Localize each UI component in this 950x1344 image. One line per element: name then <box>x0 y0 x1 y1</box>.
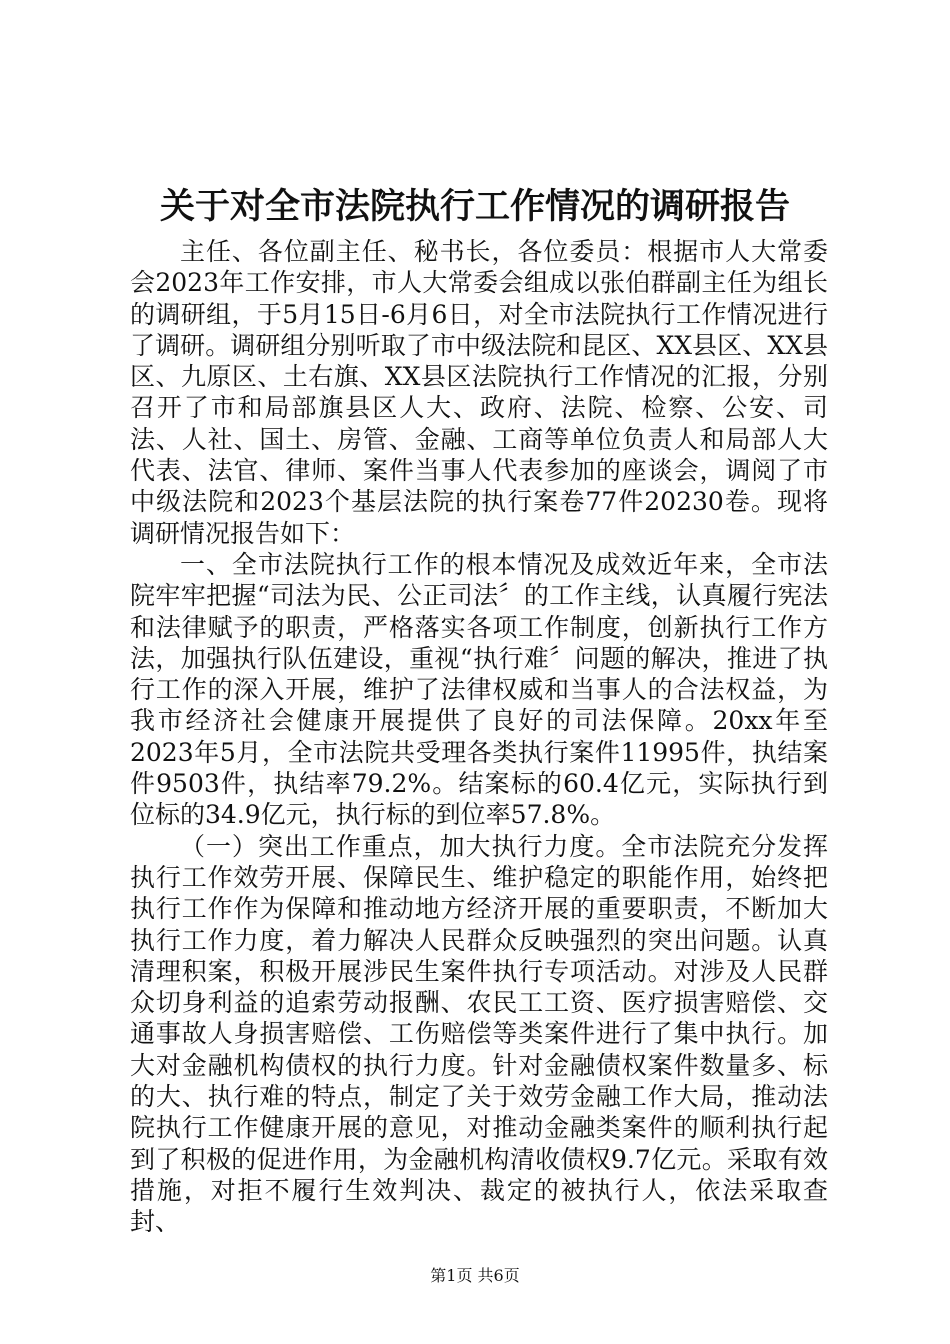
document-body <box>130 236 828 1238</box>
paragraph-subsection-one: （一）突出工作重点，加大执行力度。全市法院充分发挥执行工作效劳开展、保障民生、维护稳定的职能作用，始终把执行工作作为保障和推动地方经济开展的重要职责，不断加大执行工作力度，着力解决人民群众反映强烈的突出问题。认真清理积案，积极开展涉民生案件执行专项活动。对涉及人民群众切身利益的追索劳动报酬、农民工工资、医疗损害赔偿、交通事故人身损害赔偿、工伤赔偿等类案件进行了集中执行。加大对金融机构债权的执行力度。针对金融债权案件数量多、标的大、执行难的特点，制定了关于效劳金融工作大局，推动法院执行工作健康开展的意见，对推动金融类案件的顺利执行起到了积极的促进作用，为金融机构清收债权9.7亿元。采取有效措施，对拒不履行生效判决、裁定的被执行人，依法采取查封、 <box>130 831 828 1237</box>
page-number-footer: 第1页 共6页 <box>430 1266 520 1285</box>
paragraph-section-one: 一、全市法院执行工作的根本情况及成效近年来，全市法院牢牢把握“司法为民、公正司法〞的工作主线，认真履行宪法和法律赋予的职责，严格落实各项工作制度，创新执行工作方法，加强执行队伍建设，重视“执行难〞问题的解决，推进了执行工作的深入开展，维护了法律权威和当事人的合法权益，为我市经济社会健康开展提供了良好的司法保障。20xx年至2023年5月，全市法院共受理各类执行案件11995件，执结案件9503件，执结率79.2%。结案标的60.4亿元，实际执行到位标的34.9亿元，执行标的到位率57.8%。 <box>130 549 828 830</box>
paragraph-intro: 主任、各位副主任、秘书长，各位委员：根据市人大常委会2023年工作安排，市人大常委会组成以张伯群副主任为组长的调研组，于5月15日-6月6日，对全市法院执行工作情况进行了调研。调研组分别听取了市中级法院和昆区、XX县区、XX县区、九原区、土右旗、XX县区法院执行工作情况的汇报，分别召开了市和局部旗县区人大、政府、法院、检察、公安、司法、人社、国土、房管、金融、工商等单位负责人和局部人大代表、法官、律师、案件当事人代表参加的座谈会，调阅了市中级法院和2023个基层法院的执行案卷77件20230卷。现将调研情况报告如下： <box>130 237 828 548</box>
document-title: 关于对全市法院执行工作情况的调研报告 <box>159 186 790 227</box>
